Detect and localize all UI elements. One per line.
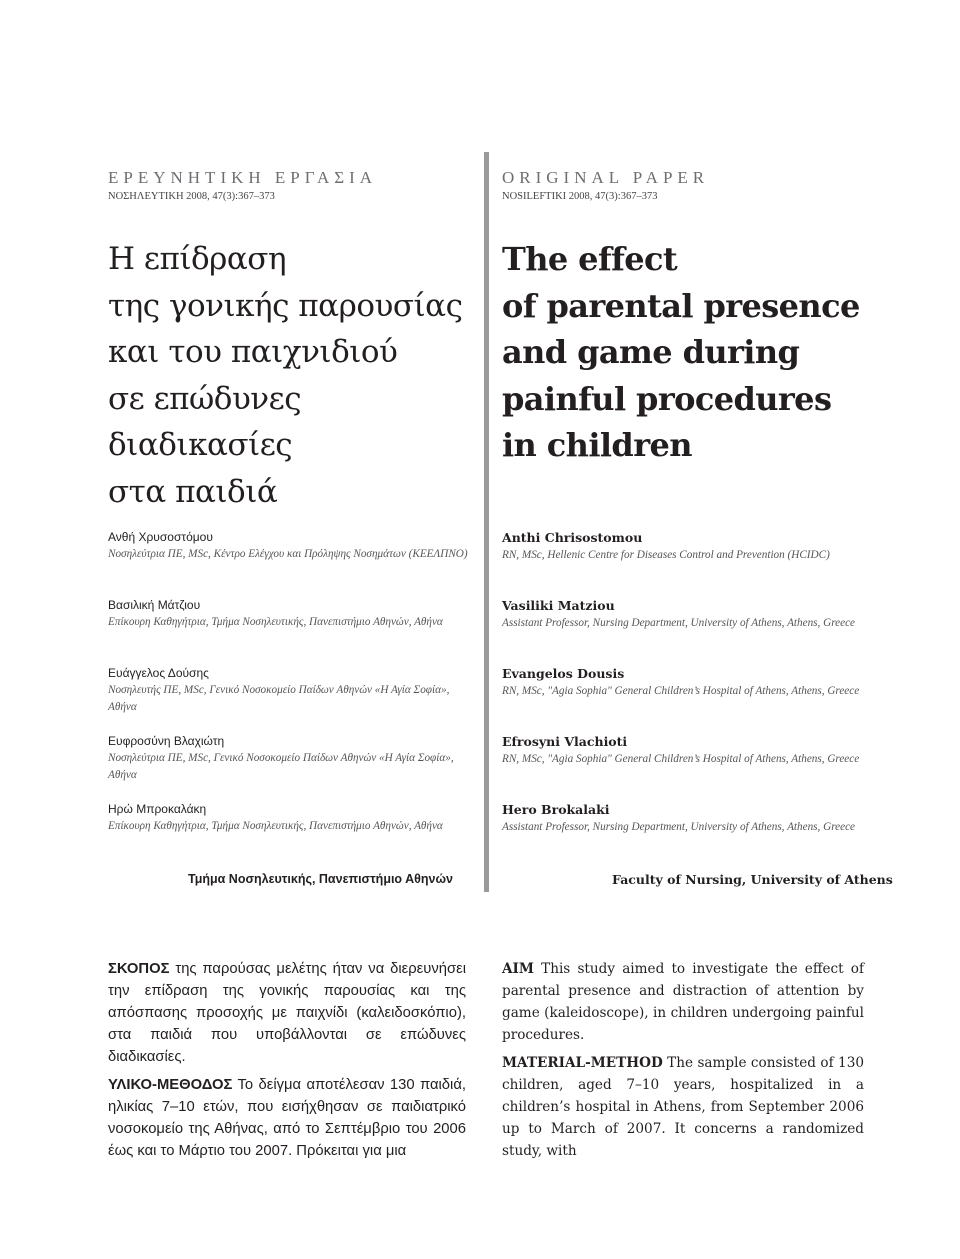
english-title-line: painful procedures [502, 379, 832, 418]
author-name: Vasiliki Matziou [502, 598, 615, 613]
english-aim-text: This study aimed to investigate the effect of parental presence and distraction of attention by game (kaleidoscope), in children undergoing painful procedures. [502, 961, 864, 1043]
greek-title-line: Η επίδραση [108, 241, 287, 277]
greek-author [108, 666, 476, 716]
author-affiliation: Assistant Professor, Nursing Department, University of Athens, Athens, Greece [502, 821, 855, 833]
greek-aim-paragraph [108, 958, 466, 1068]
english-title-line: in children [502, 426, 692, 464]
greek-title-line: διαδικασίες [108, 427, 293, 463]
english-method-text: The sample consisted of 130 children, aged 7–10 years, hospitalized in a children’s hospital in Athens, from September 2006 up to March of 2007. It concerns a randomized study, with [502, 1055, 864, 1159]
english-aim-label: AIM [502, 961, 534, 977]
greek-abstract [108, 958, 466, 1168]
english-aim-paragraph [502, 958, 864, 1046]
greek-method-label: ΥΛΙΚΟ-ΜΕΘΟΔΟΣ [108, 1077, 233, 1093]
english-department: Faculty of Nursing, University of Athens [612, 872, 893, 887]
greek-title-line: σε επώδυνες [108, 380, 302, 417]
english-title-line: and game during [502, 333, 800, 371]
greek-header [108, 168, 476, 202]
greek-method-paragraph [108, 1074, 466, 1162]
author-affiliation: Assistant Professor, Nursing Department, University of Athens, Athens, Greece [502, 617, 855, 629]
greek-title-line: και του παιχνιδιού [108, 334, 398, 370]
greek-author [108, 598, 476, 631]
greek-title-line: στα παιδιά [108, 473, 278, 510]
greek-title [108, 236, 476, 515]
greek-journal-citation: ΝΟΣΗΛΕΥΤΙΚΗ 2008, 47(3):367–373 [108, 191, 275, 202]
greek-author [108, 530, 476, 563]
author-name: Ευφροσύνη Βλαχιώτη [108, 734, 225, 748]
greek-author [108, 734, 476, 784]
english-author [502, 734, 870, 768]
author-name: Hero Brokalaki [502, 802, 610, 817]
author-affiliation: Νοσηλευτής ΠΕ, MSc, Γενικό Νοσοκομείο Παίδων Αθηνών «Η Αγία Σοφία», Αθήνα [108, 684, 450, 713]
author-affiliation: Επίκουρη Καθηγήτρια, Τμήμα Νοσηλευτικής, Πανεπιστήμιο Αθηνών, Αθήνα [108, 820, 443, 832]
greek-aim-text: της παρούσας μελέτης ήταν να διερευνήσει την επίδραση της γονικής παρουσίας και της απόσπασης προσοχής με παιχνίδι (καλειδοσκόπιο), στα παιδιά που υποβάλλονται σε επώδυνες διαδικασίες. [108, 961, 466, 1065]
english-header [502, 168, 870, 202]
greek-department: Τμήμα Νοσηλευτικής, Πανεπιστήμιο Αθηνών [188, 872, 453, 886]
english-author [502, 666, 870, 700]
english-author [502, 802, 870, 836]
greek-author [108, 802, 476, 835]
english-author [502, 598, 870, 632]
author-name: Βασιλική Μάτζιου [108, 598, 201, 612]
author-name: Ανθή Χρυσοστόμου [108, 530, 213, 544]
author-name: Anthi Chrisostomou [502, 530, 643, 545]
greek-method-text: Το δείγμα αποτέλεσαν 130 παιδιά, ηλικίας 7–10 ετών, που εισήχθησαν σε παιδιατρικό νοσοκομείο της Αθήνας, από το Σεπτέμβριο του 2006 έως και το Μάρτιο του 2007. Πρόκειται για μια [108, 1077, 466, 1159]
greek-article-type: ΕΡΕΥΝΗΤΙΚΗ ΕΡΓΑΣΙΑ [108, 168, 378, 187]
english-author [502, 530, 870, 564]
author-affiliation: Νοσηλεύτρια ΠΕ, MSc, Κέντρο Ελέγχου και Πρόληψης Νοσημάτων (ΚΕΕΛΠΝΟ) [108, 548, 468, 560]
author-affiliation: RN, MSc, "Agia Sophia" General Children’s Hospital of Athens, Athens, Greece [502, 753, 860, 765]
author-name: Evangelos Dousis [502, 666, 625, 681]
author-name: Ηρώ Μπροκαλάκη [108, 802, 207, 816]
english-title-line: of parental presence [502, 286, 860, 325]
author-affiliation: Νοσηλεύτρια ΠΕ, MSc, Γενικό Νοσοκομείο Παίδων Αθηνών «Η Αγία Σοφία», Αθήνα [108, 752, 454, 781]
english-title [502, 236, 870, 469]
author-affiliation: RN, MSc, "Agia Sophia" General Children’s Hospital of Athens, Athens, Greece [502, 685, 860, 697]
author-affiliation: Επίκουρη Καθηγήτρια, Τμήμα Νοσηλευτικής, Πανεπιστήμιο Αθηνών, Αθήνα [108, 616, 443, 628]
english-journal-citation: NOSILEFTIKI 2008, 47(3):367–373 [502, 191, 658, 202]
english-abstract [502, 958, 864, 1168]
greek-title-line: της γονικής παρουσίας [108, 287, 463, 324]
author-affiliation: RN, MSc, Hellenic Centre for Diseases Control and Prevention (HCIDC) [502, 549, 830, 561]
english-method-paragraph [502, 1052, 864, 1162]
english-article-type: ORIGINAL PAPER [502, 168, 710, 187]
column-divider [484, 152, 489, 892]
author-name: Efrosyni Vlachioti [502, 734, 628, 749]
greek-aim-label: ΣΚΟΠΟΣ [108, 961, 170, 977]
author-name: Ευάγγελος Δούσης [108, 666, 209, 680]
english-title-line: The effect [502, 240, 678, 278]
english-method-label: MATERIAL-METHOD [502, 1055, 663, 1071]
